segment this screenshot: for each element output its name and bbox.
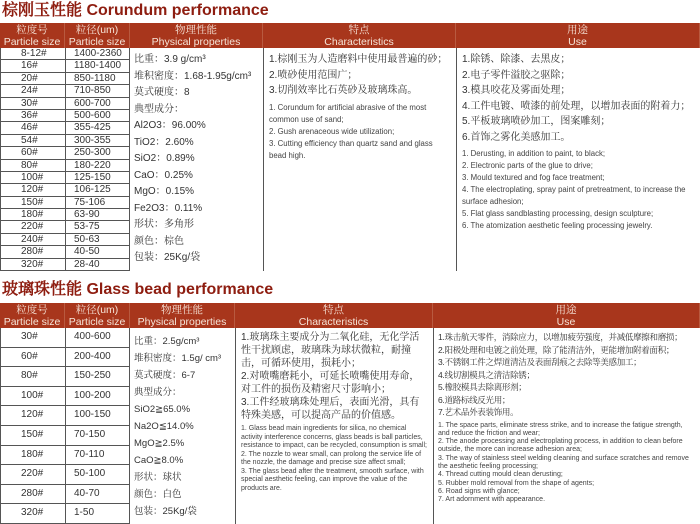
table-row <box>0 367 130 387</box>
property-item: 莫式硬度：6-7 <box>134 369 196 381</box>
physical-properties <box>134 48 263 271</box>
table-row <box>0 85 130 97</box>
characteristics-cn: 3.工件经玻璃珠处理后，表面光滑，具有特殊美感，可以提高产品的价值感。 <box>241 397 420 421</box>
table-row <box>0 446 130 466</box>
header-cn: 用途 <box>567 23 588 36</box>
grit-size: 24# <box>0 85 65 96</box>
header-cn: 物理性能 <box>175 23 217 36</box>
column-header <box>456 23 700 48</box>
grit-size: 180# <box>0 446 65 465</box>
use-cn: 3.模具咬花及雾面处理； <box>462 85 571 96</box>
particle-diameter: 125-150 <box>65 172 130 183</box>
table-row <box>0 110 130 122</box>
header-cn: 物理性能 <box>161 303 203 316</box>
property-item: TiO2：2.60% <box>134 136 194 148</box>
table-row <box>0 246 130 258</box>
use-en: 1. The space parts, eliminate stress strike, and to increase the fatigue strength, and reduce the friction and wear; <box>438 421 683 437</box>
particle-diameter: 1400-2360 <box>65 48 130 59</box>
column-header <box>0 23 65 48</box>
size-rows <box>0 328 130 524</box>
header-en: Particle size <box>68 35 126 48</box>
use <box>456 48 700 271</box>
table-row <box>0 234 130 246</box>
characteristics-cn: 1.棕刚玉为人造磨料中使用最普遍的砂； <box>269 54 448 65</box>
use-en: 7. Art adornment with appearance. <box>438 496 546 504</box>
particle-diameter: 40-70 <box>65 485 130 504</box>
grit-size: 320# <box>0 259 65 270</box>
table-row <box>0 426 130 446</box>
property-item: MgO：0.15% <box>134 186 195 198</box>
column-header <box>0 303 65 328</box>
grit-size: 150# <box>0 197 65 208</box>
characteristics-cn: 3.切削效率比石英砂及玻璃珠高。 <box>269 85 418 96</box>
property-item: 堆积密度：1.68-1.95g/cm³ <box>134 70 252 82</box>
property-item: Fe2O3：0.11% <box>134 202 203 214</box>
use-cn: 1.除锈、除漆、去黑皮； <box>462 54 571 65</box>
characteristics-en: 2. Gush arenaceous wide utilization; <box>269 126 395 136</box>
particle-diameter: 1-50 <box>65 504 130 523</box>
header-en: Particle size <box>3 35 61 48</box>
property-item: 典型成分： <box>134 103 184 115</box>
table-row <box>0 209 130 221</box>
particle-diameter: 70-110 <box>65 446 130 465</box>
column-header <box>130 303 235 328</box>
header-en: Physical properties <box>151 35 241 48</box>
particle-diameter: 63-90 <box>65 209 130 220</box>
particle-diameter: 850-1180 <box>65 73 130 84</box>
table-header <box>0 303 700 328</box>
physical-properties <box>134 328 235 524</box>
characteristics-en: 3. The glass bead after the treatment, smooth surface, with special aesthetic feeling, can improve the value of the products are. <box>241 467 424 492</box>
characteristics <box>263 48 456 271</box>
use-en: 3. The way of stainless steel welding cleaning and surface scratches and remove the aesthetic feeling processing; <box>438 454 689 470</box>
grit-size: 180# <box>0 209 65 220</box>
particle-diameter: 150-250 <box>65 367 130 386</box>
header-cn: 特点 <box>348 23 370 36</box>
table-row <box>0 184 130 196</box>
use-en: 5. Flat glass sandblasting processing, design sculpture; <box>462 209 654 218</box>
header-en: Use <box>556 315 576 328</box>
table-row <box>0 122 130 134</box>
grit-size: 80# <box>0 160 65 171</box>
grit-size: 20# <box>0 73 65 84</box>
column-header <box>130 23 263 48</box>
use-en: 1. Derusting, in addition to paint, to black; <box>462 149 606 158</box>
grit-size: 30# <box>0 328 65 347</box>
property-item: 堆积密度：1.5g/ cm³ <box>134 352 222 364</box>
table-row <box>0 387 130 407</box>
table-row <box>0 135 130 147</box>
grit-size: 100# <box>0 387 65 406</box>
particle-diameter: 200-400 <box>65 348 130 367</box>
table-header <box>0 23 700 48</box>
property-item: Na2O≦14.0% <box>134 420 194 432</box>
particle-diameter: 180-220 <box>65 160 130 171</box>
particle-diameter: 50-63 <box>65 234 130 245</box>
use-cn: 5.平板玻璃喷砂加工，图案雕刻； <box>462 116 611 127</box>
table-row <box>0 259 130 271</box>
use-cn: 6.道路标线反光用； <box>438 394 511 405</box>
use-en: 6. Road signs with glance; <box>438 487 520 495</box>
grit-size: 36# <box>0 110 65 121</box>
table-row <box>0 197 130 209</box>
property-item: 包装：25Kg/袋 <box>134 252 201 264</box>
characteristics-cn: 1.玻璃珠主要成分为二氧化硅，无化学活性干扰顾虑，玻璃珠为球状微粒，耐撞击，可循环使用，损耗小； <box>241 332 420 369</box>
particle-diameter: 100-150 <box>65 406 130 425</box>
use-cn: 2.电子零件溢胶之驱除； <box>462 69 571 81</box>
property-item: 形状：多角形 <box>134 219 194 231</box>
header-en: Particle size <box>3 315 61 328</box>
particle-diameter: 300-355 <box>65 135 130 146</box>
column-header <box>235 303 433 328</box>
grit-size: 60# <box>0 348 65 367</box>
use-cn: 6.首饰之雾化美感加工。 <box>462 131 571 143</box>
table-row <box>0 172 130 184</box>
header-en: Use <box>568 35 587 48</box>
particle-diameter: 600-700 <box>65 98 130 109</box>
use <box>433 328 700 524</box>
grit-size: 54# <box>0 135 65 146</box>
particle-diameter: 250-300 <box>65 147 130 158</box>
grit-size: 320# <box>0 504 65 523</box>
use-cn: 5.橡胶模具去除离形剂； <box>438 382 527 392</box>
particle-diameter: 100-200 <box>65 387 130 406</box>
size-rows <box>0 48 130 271</box>
characteristics-cn: 2.对喷嘴磨耗小，可延长喷嘴使用寿命，对工件的损伤及精密尺寸影响小； <box>241 371 420 395</box>
property-item: CaO：0.25% <box>134 169 193 181</box>
use-en: 2. Electronic parts of the glue to drive; <box>462 161 593 170</box>
table-row <box>0 504 130 524</box>
particle-diameter: 106-125 <box>65 184 130 195</box>
characteristics <box>235 328 433 524</box>
header-en: Characteristics <box>324 35 394 48</box>
table-row <box>0 60 130 72</box>
use-en: 4. The electroplating, spray paint of pretreatment, to increase the surface adhesion; <box>462 185 686 206</box>
particle-diameter: 1180-1400 <box>65 60 130 71</box>
property-item: 颜色：棕色 <box>134 235 184 247</box>
header-cn: 粒径(um) <box>75 23 119 36</box>
use-cn: 4.工件电镀、喷漆的前处理，以增加表面的附着力； <box>462 100 691 112</box>
use-en: 2. The anode processing and electroplating process, in addition to clean before outside, the more can increase adhesion area; <box>438 438 683 454</box>
particle-diameter: 50-100 <box>65 465 130 484</box>
grit-size: 100# <box>0 172 65 183</box>
property-item: 包装：25Kg/袋 <box>134 505 197 517</box>
grit-size: 220# <box>0 221 65 232</box>
table-row <box>0 221 130 233</box>
property-item: 颜色：白色 <box>134 488 182 500</box>
particle-diameter: 40-50 <box>65 246 130 257</box>
particle-diameter: 710-850 <box>65 85 130 96</box>
column-header <box>65 23 130 48</box>
property-item: Al2O3：96.00% <box>134 120 206 132</box>
table-row <box>0 406 130 426</box>
column-header <box>433 303 700 328</box>
particle-diameter: 53-75 <box>65 221 130 232</box>
characteristics-en: 2. The nozzle to wear small, can prolong the service life of the nozzle, the damage and precise size affect small; <box>241 450 422 466</box>
characteristics-cn: 2.喷砂使用范围广； <box>269 69 358 81</box>
particle-diameter: 400-600 <box>65 328 130 347</box>
property-item: CaO≧8.0% <box>134 454 184 466</box>
use-en: 4. Thread cutting mould clean derusting; <box>438 471 563 479</box>
header-en: Physical properties <box>137 315 227 328</box>
table-row <box>0 48 130 60</box>
grit-size: 46# <box>0 122 65 133</box>
grit-size: 80# <box>0 367 65 386</box>
property-item: 典型成分： <box>134 386 182 398</box>
characteristics-en: 3. Cutting efficiency than quartz sand and glass bead high. <box>269 138 433 160</box>
grit-size: 120# <box>0 184 65 195</box>
table-row <box>0 73 130 85</box>
column-header <box>263 23 456 48</box>
grit-size: 8-12# <box>0 48 65 59</box>
glass-title: 玻璃珠性能 Glass bead performance <box>2 281 274 298</box>
corundum-title: 棕刚玉性能 Corundum performance <box>2 2 269 19</box>
use-cn: 1.珠击航天零件，消除应力，以增加疲劳强度，并减低摩擦和磨损； <box>438 332 683 342</box>
property-item: 莫式硬度：8 <box>134 87 190 99</box>
table-row <box>0 98 130 110</box>
use-cn: 3.不锈钢工件之焊道清洁及表面刮痕之去除等美感加工； <box>438 357 642 367</box>
particle-diameter: 355-425 <box>65 122 130 133</box>
particle-diameter: 70-150 <box>65 426 130 445</box>
characteristics-en: 1. Corundum for artificial abrasive of the most common use of sand; <box>269 102 427 124</box>
header-cn: 特点 <box>323 303 344 316</box>
use-en: 5. Rubber mold removal from the shape of agents; <box>438 479 595 487</box>
table-row <box>0 160 130 172</box>
header-en: Characteristics <box>298 315 369 328</box>
grit-size: 16# <box>0 60 65 71</box>
grit-size: 60# <box>0 147 65 158</box>
grit-size: 150# <box>0 426 65 445</box>
header-cn: 粒度号 <box>16 23 48 36</box>
particle-diameter: 75-106 <box>65 197 130 208</box>
grit-size: 240# <box>0 234 65 245</box>
particle-diameter: 28-40 <box>65 259 130 270</box>
column-header <box>65 303 130 328</box>
table-row <box>0 465 130 485</box>
table-row <box>0 348 130 368</box>
property-item: MgO≧2.5% <box>134 437 185 449</box>
grit-size: 220# <box>0 465 65 484</box>
particle-diameter: 500-600 <box>65 110 130 121</box>
property-item: 比重：3.9 g/cm³ <box>134 54 206 66</box>
use-cn: 2.阳极处理和电镀之前处理，除了能清洁外，更能增加附着面积； <box>438 344 675 355</box>
header-cn: 粒度号 <box>16 303 48 316</box>
grit-size: 280# <box>0 246 65 257</box>
property-item: SiO2≧65.0% <box>134 403 191 415</box>
use-cn: 4.线切割模具之清洁除锈； <box>438 369 535 380</box>
table-row <box>0 485 130 505</box>
grit-size: 30# <box>0 98 65 109</box>
use-cn: 7.艺术品外表装饰用。 <box>438 407 519 417</box>
grit-size: 280# <box>0 485 65 504</box>
use-en: 3. Mould textured and fog face treatment; <box>462 173 605 182</box>
characteristics-en: 1. Glass bead main ingredients for silica, no chemical activity interference concerns, glass beads is ball particles, resistance to impact, can be recycled, consumption is small; <box>241 425 427 449</box>
header-cn: 用途 <box>555 303 577 316</box>
property-item: 形状：球状 <box>134 471 182 483</box>
header-cn: 粒径(um) <box>75 303 119 316</box>
property-item: SiO2：0.89% <box>134 153 195 165</box>
property-item: 比重：2.5g/cm³ <box>134 335 200 347</box>
grit-size: 120# <box>0 406 65 425</box>
table-row <box>0 328 130 348</box>
use-en: 6. The atomization aesthetic feeling processing jewelry. <box>462 221 653 230</box>
header-en: Particle size <box>68 315 126 328</box>
table-row <box>0 147 130 159</box>
